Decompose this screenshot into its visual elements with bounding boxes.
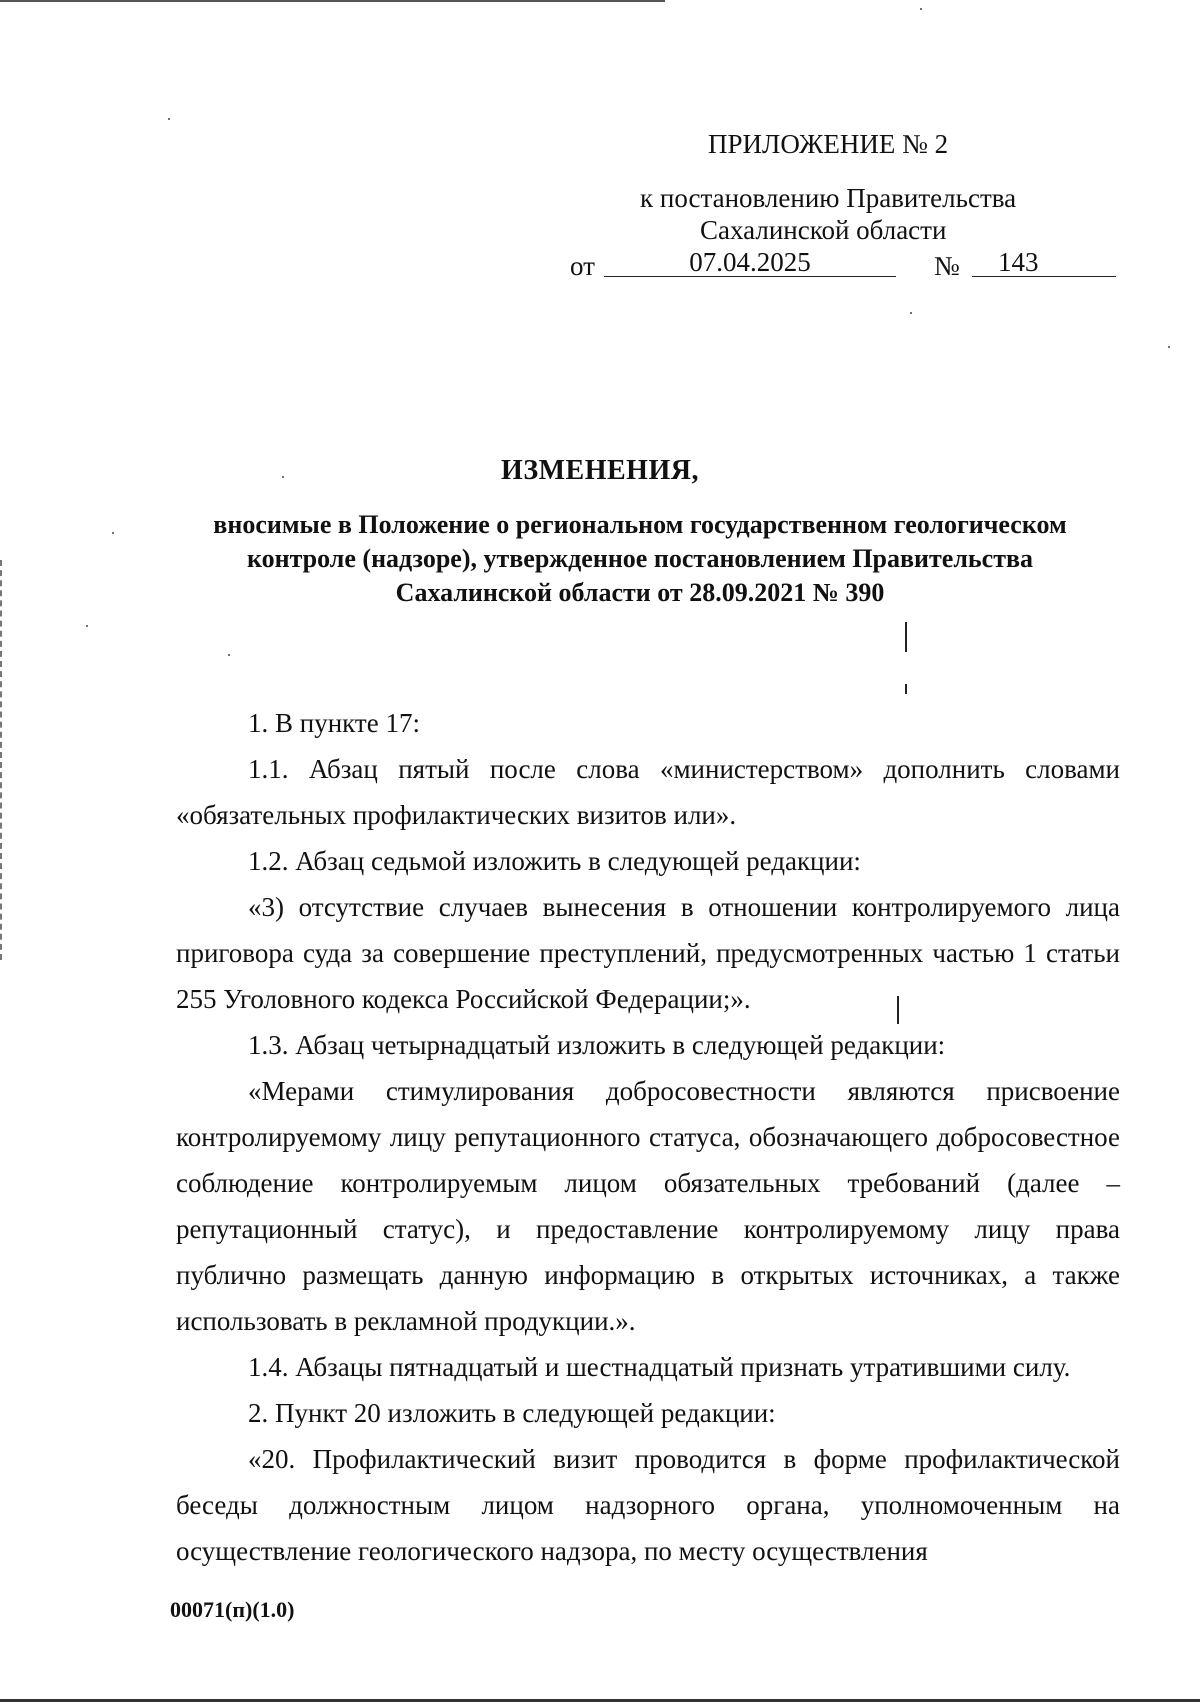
appendix-title: ПРИЛОЖЕНИЕ № 2	[708, 129, 949, 159]
paragraph: 2. Пункт 20 изложить в следующей редакции:	[248, 1398, 776, 1428]
form-code: 00071(п)(1.0)	[170, 1597, 295, 1622]
scan-artifact-left-edge	[0, 560, 5, 960]
document-title: ИЗМЕНЕНИЯ,	[501, 455, 699, 486]
appendix-to-decree: к постановлению Правительства	[640, 183, 1017, 213]
paragraph: 1. В пункте 17:	[248, 708, 420, 738]
scan-speck	[920, 8, 922, 10]
paragraph: 1.2. Абзац седьмой изложить в следующей редакции:	[248, 846, 861, 876]
paragraph: «20. Профилактический визит проводится в форме профилактической беседы должностным лицом надзорного органа, уполномоченным на осуществление геологического надзора, по месту осуществления	[176, 1444, 1120, 1566]
decree-number-field	[972, 246, 1116, 277]
decree-date: 07.04.2025	[689, 247, 811, 277]
scan-speck	[910, 312, 912, 314]
decree-date-row	[560, 246, 1120, 280]
decree-date-field	[604, 246, 896, 277]
decree-number: 143	[998, 247, 1039, 277]
scan-speck	[168, 118, 170, 120]
scan-mark	[905, 684, 907, 694]
scan-speck	[112, 532, 114, 534]
scan-speck	[228, 654, 230, 656]
appendix-region: Сахалинской области	[700, 215, 947, 245]
paragraph: 1.1. Абзац пятый после слова «министерством» дополнить словами «обязательных профилактических визитов или».	[176, 754, 1120, 830]
document-body	[176, 700, 1120, 1574]
scan-speck	[86, 625, 88, 627]
document-subtitle: вносимые в Положение о региональном государственном геологическом контроле (надзоре), утвержденное постановлением Правительства Сахалинской области от 28.09.2021 № 390	[213, 510, 1067, 607]
scan-artifact-bottom-line	[0, 1699, 1200, 1702]
scan-mark	[905, 622, 907, 652]
date-prefix: от	[570, 251, 595, 281]
paragraph: «Мерами стимулирования добросовестности являются присвоение контролируемому лицу репутационного статуса, обозначающего добросовестное соблюдение контролируемым лицом обязательных требований (далее – репутационный статус), и предоставление контролируемому лицу права публично размещать данную информацию в открытых источниках, а также использовать в рекламной продукции.».	[176, 1076, 1120, 1336]
scan-speck	[1168, 346, 1170, 348]
paragraph: 1.4. Абзацы пятнадцатый и шестнадцатый признать утратившими силу.	[248, 1352, 1071, 1382]
scan-artifact-top-line	[0, 0, 665, 2]
paragraph: 1.3. Абзац четырнадцатый изложить в следующей редакции:	[248, 1030, 946, 1060]
number-prefix: №	[934, 251, 960, 281]
paragraph: «3) отсутствие случаев вынесения в отношении контролируемого лица приговора суда за совершение преступлений, предусмотренных частью 1 статьи 255 Уголовного кодекса Российской Федерации;».	[176, 892, 1120, 1014]
